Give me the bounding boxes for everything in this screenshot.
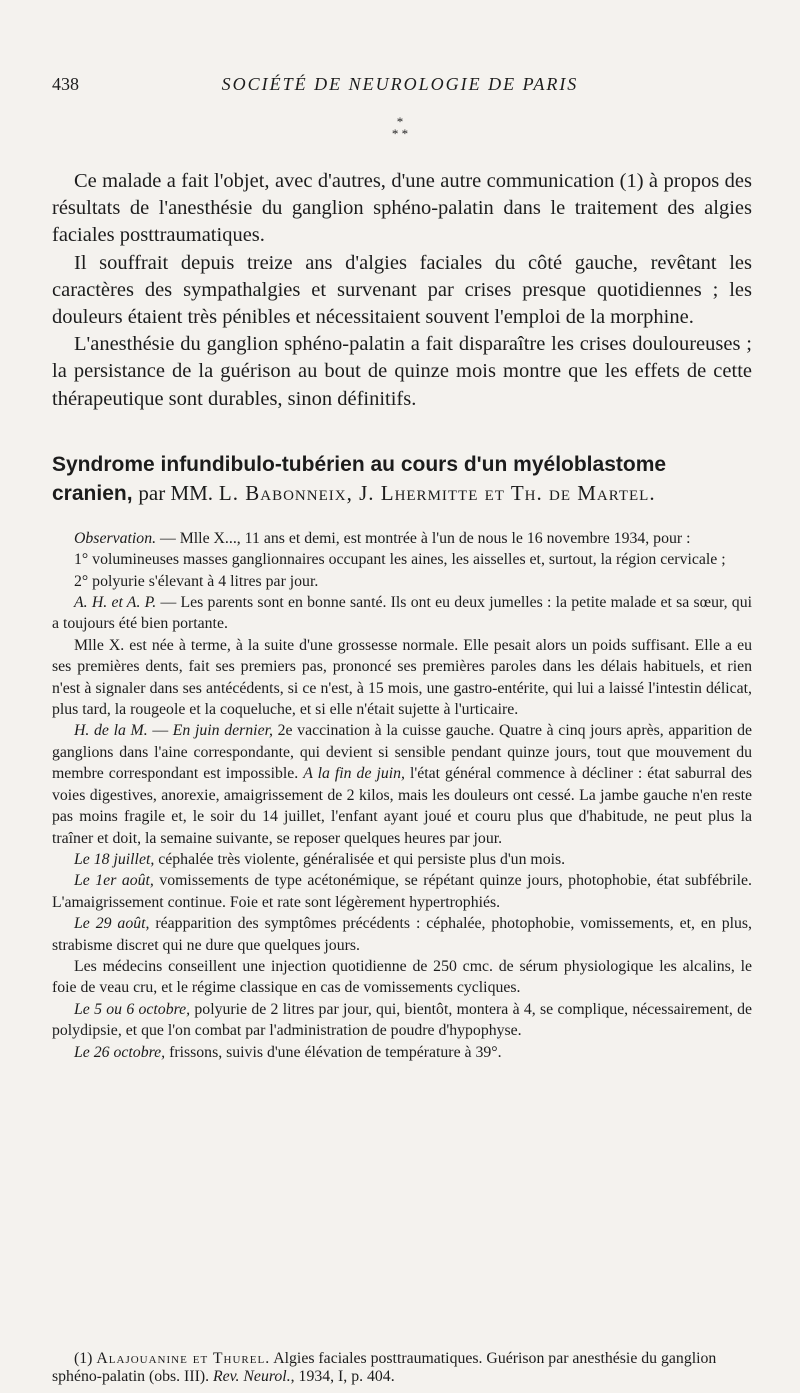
- paragraph-lead: Le 18 juillet,: [74, 850, 155, 868]
- paragraph-lead: Le 29 août,: [74, 915, 150, 933]
- observation-paragraph: Observation. — Mlle X..., 11 ans et demi, est montrée à l'un de nous le 16 novembre 1934, pour :: [74, 529, 691, 547]
- footnote: [52, 1350, 752, 1386]
- paragraph-lead: A. H. et A. P.: [74, 594, 157, 612]
- observation-paragraph: Les médecins conseillent une injection quotidienne de 250 cmc. de sérum physiologique les alcalins, le foie de veau cru, et le régime classique en cas de vomissements cycliques.: [52, 957, 752, 997]
- article-title: Syndrome infundibulo-tubérien au cours d'un myéloblastome cranien,: [52, 452, 667, 505]
- asterism-separator: [0, 116, 800, 140]
- running-title: SOCIÉTÉ DE NEUROLOGIE DE PARIS: [221, 74, 579, 94]
- observation-lead: Observation.: [74, 529, 157, 547]
- observation-paragraph: 1° volumineuses masses ganglionnaires occupant les aines, les aisselles et, surtout, la région cervicale ;: [74, 551, 726, 569]
- asterism-top: *: [396, 114, 404, 129]
- observation-paragraph: Le 26 octobre, frissons, suivis d'une élévation de température à 39°.: [74, 1043, 502, 1061]
- page-number: 438: [52, 74, 79, 94]
- asterism-bottom: * *: [391, 126, 409, 141]
- observation-paragraph: Mlle X. est née à terme, à la suite d'une grossesse normale. Elle pesait alors un poids suffisant. Elle a eu ses premières dents, fait ses premiers pas, prononcé ses premières paroles dans les délais habituels, et rien n'est à signaler dans ses antécédents, si ce n'est, à 15 mois, une gastro-entérite, qui lui a laissé l'intestin délicat, plus tard, la rougeole et la coqueluche, et si elle n'était sujette à l'urticaire.: [52, 636, 752, 719]
- paragraph-lead: A la fin de juin,: [303, 765, 406, 783]
- intro-paragraph: Ce malade a fait l'objet, avec d'autres, d'une autre communication (1) à propos des résultats de l'anesthésie du ganglion sphéno-palatin dans le traitement des algies faciales posttraumatiques.: [52, 170, 752, 247]
- footnote-authors: Alajouanine et Thurel.: [96, 1350, 271, 1367]
- observation-paragraph: A. H. et A. P. — Les parents sont en bonne santé. Ils ont eu deux jumelles : la petite malade et sa sœur, qui a toujours été bien portante.: [52, 594, 752, 633]
- observation-section: [52, 528, 752, 1063]
- footnote-ref: , 1934, I, p. 404.: [290, 1368, 395, 1385]
- observation-paragraph: Le 1er août, vomissements de type acétonémique, se répétant quinze jours, photophobie, état subfébrile. L'amaigrissement continue. Foie et rate sont légèrement hypertrophiés.: [52, 872, 752, 911]
- footnote-journal: Rev. Neurol.: [213, 1368, 291, 1385]
- intro-section: [52, 168, 752, 413]
- footnote-mark: (1): [74, 1350, 93, 1367]
- intro-paragraph: L'anesthésie du ganglion sphéno-palatin a fait disparaître les crises douloureuses ; la persistance de la guérison au bout de quinze mois montre que les effets de cette thérapeutique sont durables, sinon définitifs.: [52, 333, 752, 410]
- observation-paragraph: 2° polyurie s'élevant à 4 litres par jour.: [74, 572, 319, 590]
- observation-paragraph: Le 5 ou 6 octobre, polyurie de 2 litres par jour, qui, bientôt, montera à 4, se complique, nécessairement, de polydipsie, et que l'on combat par l'administration de poudre d'hypophyse.: [52, 1000, 752, 1040]
- observation-paragraph: Le 29 août, réapparition des symptômes précédents : céphalée, photophobie, vomissements, et, en plus, strabisme discret qui ne dure que quelques jours.: [52, 915, 752, 954]
- paragraph-lead: H. de la M.: [74, 722, 148, 740]
- page-header: [0, 74, 800, 98]
- paragraph-lead: Le 5 ou 6 octobre,: [74, 1000, 191, 1018]
- intro-paragraph: Il souffrait depuis treize ans d'algies faciales du côté gauche, revêtant les caractères des sympathalgies et survenant par crises presque quotidiennes ; les douleurs étaient très pénibles et nécessitaient souvent l'emploi de la morphine.: [52, 251, 752, 329]
- authors-prefix: par MM.: [138, 480, 214, 505]
- observation-paragraph: Le 18 juillet, céphalée très violente, généralisée et qui persiste plus d'un mois.: [74, 850, 566, 868]
- paragraph-lead: Le 1er août,: [74, 872, 154, 890]
- paragraph-lead: Le 26 octobre,: [74, 1043, 166, 1061]
- article-authors: L. Babonneix, J. Lhermitte et Th. de Martel.: [218, 480, 656, 505]
- footnote-text: Algies faciales posttraumatiques. Guérison par anesthésie du ganglion sphéno-palatin (obs. III).: [52, 1350, 717, 1385]
- page-content: [52, 168, 752, 1063]
- paragraph-lead: En juin dernier,: [172, 722, 273, 740]
- observation-paragraph: H. de la M. — En juin dernier, 2e vaccination à la cuisse gauche. Quatre à cinq jours après, apparition de ganglions dans l'aine correspondante, qui devient si sensible pendant quinze jours, tout que mouvement du membre correspondant est impossible. A la fin de juin, l'état général commence à décliner : état saburral des voies digestives, anorexie, amaigrissement de 2 kilos, mais les douleurs ont cessé. La jambe gauche n'en reste pas moins fragile et, le soir du 14 juillet, l'enfant ayant joué et couru plus que d'habitude, ne peut plus la traîner et doit, la semaine suivante, se reposer quelques heures par jour.: [52, 722, 753, 847]
- article-heading: [52, 450, 752, 508]
